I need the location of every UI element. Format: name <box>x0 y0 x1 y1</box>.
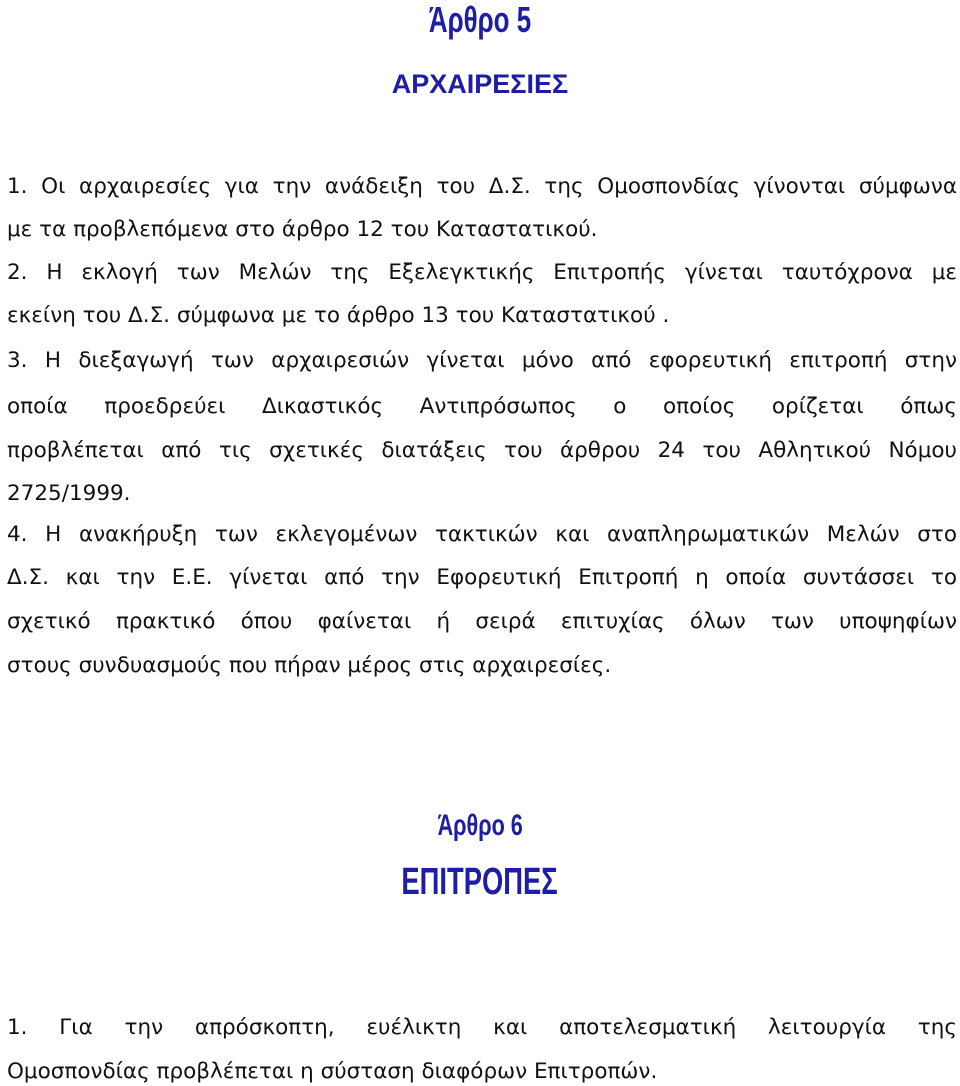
article-5-line-1: 1. Οι αρχαιρεσίες για την ανάδειξη του Δ.Σ. της Ομοσπονδίας γίνονται σύμφωνα <box>7 174 957 199</box>
article-6-line-2: Ομοσπονδίας προβλέπεται η σύσταση διαφόρων Επιτροπών. <box>7 1059 658 1084</box>
article-5-line-9: 4. Η ανακήρυξη των εκλεγομένων τακτικών και αναπληρωματικών Μελών στο <box>7 522 957 547</box>
article-5-title: Άρθρο 5 <box>428 0 532 40</box>
article-5-line-4: εκείνη του Δ.Σ. σύμφωνα με το άρθρο 13 του Καταστατικού . <box>7 303 670 328</box>
article-5-line-12: στους συνδυασμούς που πήραν μέρος στις αρχαιρεσίες. <box>7 653 612 678</box>
article-6-subtitle: ΕΠΙΤΡΟΠΕΣ <box>401 861 559 903</box>
article-5-line-11: σχετικό πρακτικό όπου φαίνεται ή σειρά επιτυχίας όλων των υποψηφίων <box>7 609 957 634</box>
article-5-line-2: με τα προβλεπόμενα στο άρθρο 12 του Καταστατικού. <box>7 217 598 242</box>
article-5-line-6: οποία προεδρεύει Δικαστικός Αντιπρόσωπος ο οποίος ορίζεται όπως <box>7 394 957 419</box>
article-5-line-5: 3. Η διεξαγωγή των αρχαιρεσιών γίνεται μόνο από εφορευτική επιτροπή στην <box>7 348 957 373</box>
article-5-line-3: 2. Η εκλογή των Μελών της Εξελεγκτικής Επιτροπής γίνεται ταυτόχρονα με <box>7 260 957 285</box>
article-6-line-1: 1. Για την απρόσκοπτη, ευέλικτη και αποτελεσματική λειτουργία της <box>7 1015 957 1040</box>
article-6-title: Άρθρο 6 <box>437 809 523 842</box>
article-5-line-10: Δ.Σ. και την Ε.Ε. γίνεται από την Εφορευτική Επιτροπή η οποία συντάσσει το <box>7 565 957 590</box>
article-5-line-8: 2725/1999. <box>7 481 131 506</box>
article-5-line-7: προβλέπεται από τις σχετικές διατάξεις του άρθρου 24 του Αθλητικού Νόμου <box>7 438 957 463</box>
article-5-subtitle: ΑΡΧΑΙΡΕΣΙΕΣ <box>391 69 569 99</box>
